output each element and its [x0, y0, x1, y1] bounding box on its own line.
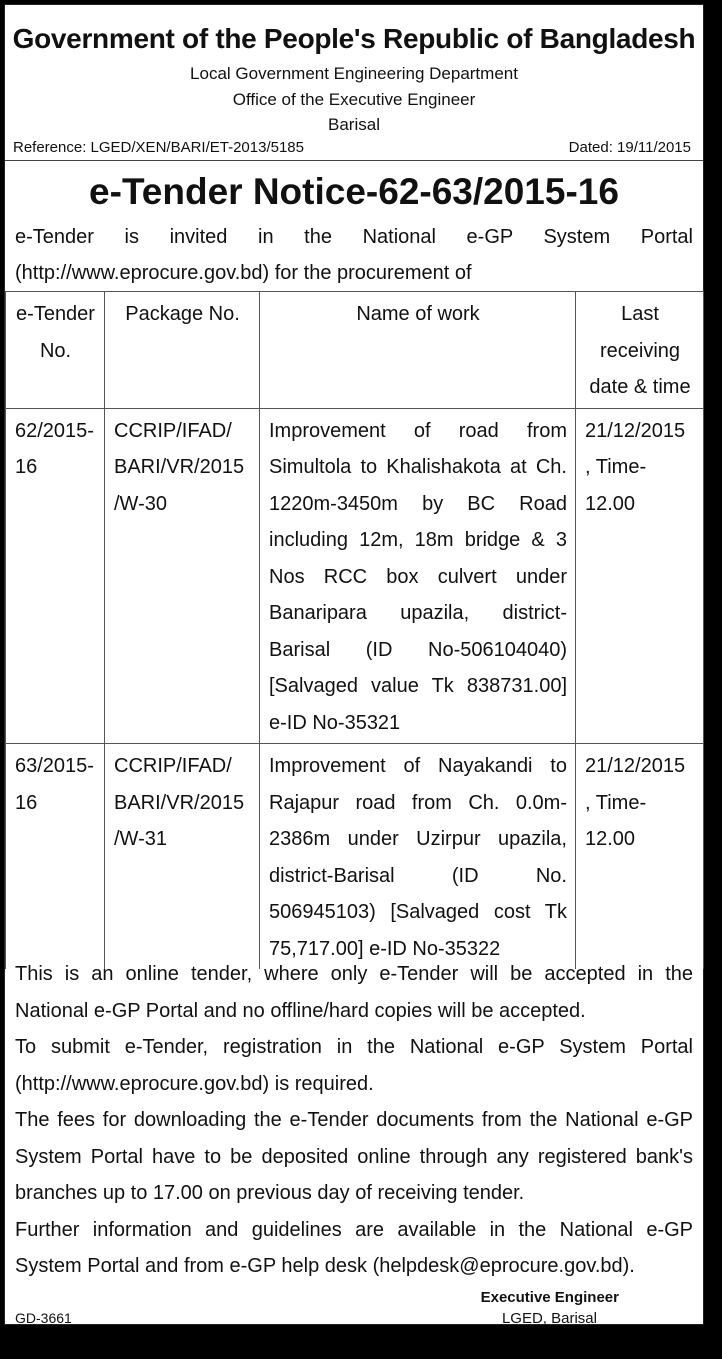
- work-description-cell: Improvement of road from Simultola to Khalishakota at Ch. 1220m-3450m by BC Road including 12m, 18m bridge & 3 Nos RCC box culvert under Banaripara upazila, district-Barisal (ID No-506104040) [Salvaged value Tk 838731.00] e-ID No-35321: [260, 408, 576, 744]
- office-name: Office of the Executive Engineer: [232, 90, 476, 109]
- tender-table: [5, 291, 704, 969]
- notice-title: e-Tender Notice-62-63/2015-16: [89, 171, 619, 212]
- term-fees: The fees for downloading the e-Tender documents from the National e-GP System Portal have to be deposited online through any registered bank's branches up to 17.00 on previous day of receiving tender.: [15, 1109, 693, 1204]
- work-description-cell: Improvement of Nayakandi to Rajapur road from Ch. 0.0m-2386m under Uzirpur upazila, district-Barisal (ID No. 506945103) [Salvaged cost Tk 75,717.00] e-ID No-35322: [260, 744, 576, 970]
- term-online-only: This is an online tender, where only e-Tender will be accepted in the National e-GP Portal and no offline/hard copies will be accepted.: [15, 963, 693, 1022]
- department-name: Local Government Engineering Department: [190, 64, 518, 83]
- term-registration: To submit e-Tender, registration in the National e-GP System Portal (http://www.eprocure.gov.bd) is required.: [15, 1036, 693, 1095]
- table-header-row: [6, 292, 704, 409]
- term-further-info: Further information and guidelines are available in the National e-GP System Portal and from e-GP help desk (helpdesk@eprocure.gov.bd).: [15, 1218, 693, 1277]
- table-row: [6, 744, 704, 970]
- last-date-cell: 21/12/2015 , Time-12.00: [576, 744, 704, 970]
- header-work: Name of work: [260, 292, 576, 409]
- signatory-title: Executive Engineer: [480, 1289, 619, 1306]
- tender-no-cell: 62/2015-16: [6, 408, 105, 744]
- last-date-cell: 21/12/2015 , Time-12.00: [576, 408, 704, 744]
- intro-line-1: e-Tender is invited in the National e-GP System Portal: [15, 226, 693, 248]
- header-tender-no: e-Tender No.: [6, 292, 105, 409]
- package-no-cell: CCRIP/IFAD/ BARI/VR/2015 /W-30: [105, 408, 260, 744]
- intro-line-2: (http://www.eprocure.gov.bd) for the procurement of: [15, 262, 472, 284]
- reference-number: Reference: LGED/XEN/BARI/ET-2013/5185: [13, 139, 304, 156]
- tender-no-cell: 63/2015-16: [6, 744, 105, 970]
- table-row: [6, 408, 704, 744]
- package-no-cell: CCRIP/IFAD/ BARI/VR/2015 /W-31: [105, 744, 260, 970]
- tender-notice: [4, 4, 704, 1325]
- notice-date: Dated: 19/11/2015: [568, 139, 691, 156]
- district-name: Barisal: [328, 115, 380, 134]
- header-package-no: Package No.: [105, 292, 260, 409]
- terms-section: [15, 956, 693, 1285]
- header-last-date: Last receiving date & time: [576, 292, 704, 409]
- signatory-office: LGED, Barisal: [501, 1310, 597, 1327]
- header-divider: [5, 160, 703, 161]
- gd-code: GD-3661: [15, 1310, 72, 1326]
- government-title: Government of the People's Republic of Bangladesh: [12, 23, 696, 54]
